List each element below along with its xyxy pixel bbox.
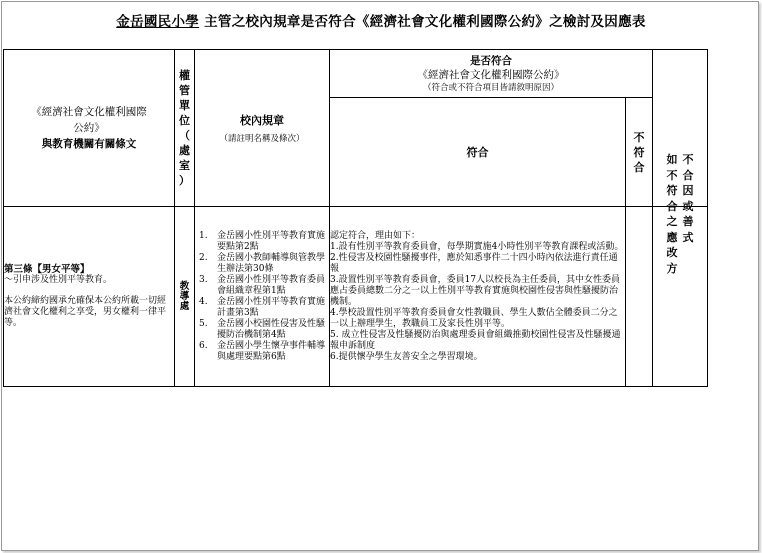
improvement-cell (653, 207, 708, 387)
unit-char: 處 (179, 300, 190, 312)
item-number: 2. (199, 253, 208, 263)
header-article (4, 50, 175, 207)
improve-char: 如 (666, 153, 678, 166)
item-number: 1. (199, 231, 208, 241)
conform-reason: 3.設置性別平等教育委員會，委員17人以校長為主任委員，其中女性委員應占委員總數二分之一以上性別平等教育實施與校園性侵害與性騷擾防治機制。 (330, 274, 621, 307)
header-article-line3: 與教育機關有關條文 (41, 138, 137, 150)
list-item (195, 275, 327, 297)
article-heading: 第三條【男女平等】 (4, 264, 90, 275)
article-cell (4, 207, 175, 387)
list-item (195, 341, 327, 363)
authority-char: 位 (179, 114, 190, 127)
school-name: 金岳國民小學 (116, 14, 200, 30)
conform-reason: 6.提供懷孕學生友善安全之學習環境。 (330, 351, 483, 362)
item-text: 金岳國小性別平等教育實施計畫第3點 (217, 297, 326, 318)
list-item (195, 231, 327, 253)
conform-cell (330, 207, 626, 387)
authority-char: 處 (179, 144, 190, 157)
item-text: 金岳國小教師輔導與管教學生辦法第30條 (217, 253, 326, 274)
header-rules-title: 校內規章 (240, 114, 284, 127)
not-conform-char: 符 (633, 145, 645, 159)
improve-column-1 (666, 152, 678, 276)
not-conform-char: 不 (633, 130, 645, 144)
conform-reason: 5. 成立性侵害及性騷擾防治與處理委員會組織推動校園性侵害及性騷擾通報申訴制度 (330, 329, 621, 351)
header-article-line2: 公約》 (73, 122, 105, 134)
improve-char: 方 (666, 261, 678, 275)
improve-char: 符 (666, 184, 678, 197)
header-conformity-line1: 是否符合 (470, 54, 512, 67)
header-rules-note: （請註明名稱及條次） (219, 134, 305, 144)
conform-reason: 2.性侵害及校園性騷擾事件，應於知悉事件二十四小時內依法進行責任通報 (330, 252, 618, 274)
review-table (3, 49, 708, 387)
header-conform: 符合 (330, 98, 626, 207)
header-authority (175, 50, 195, 207)
item-text: 金岳國小性別平等教育實施要點第2點 (217, 231, 326, 252)
not-conform-cell (626, 207, 653, 387)
header-not-conform (626, 98, 653, 207)
table-row (4, 207, 708, 387)
improve-char: 改 (666, 246, 678, 259)
improve-char: 因 (682, 184, 694, 197)
improve-char: 不 (682, 153, 694, 166)
conform-reason: 1.設有性別平等教育委員會，每學期實施4小時性別平等教育課程或活動。 (330, 241, 624, 252)
authority-char: 單 (179, 99, 190, 112)
article-text: 本公約締約國承允確保本公約所載一切經濟社會文化權利之享受，男女權利一律平等。 (4, 296, 167, 328)
improve-char: 合 (666, 199, 678, 213)
authority-char: ） (179, 174, 190, 187)
item-number: 5. (199, 319, 208, 329)
unit-char: 導 (179, 290, 190, 302)
unit-char: 教 (179, 280, 190, 292)
improve-char: 善 (682, 215, 694, 228)
list-item (195, 319, 327, 341)
title-text: 主管之校內規章是否符合《經濟社會文化權利國際公約》之檢討及因應表 (199, 14, 646, 30)
header-conformity-line2: 《經濟社會文化權利國際公約》 (417, 68, 565, 81)
improve-char: 不 (666, 168, 678, 182)
unit-cell (175, 207, 195, 387)
page-title (0, 10, 762, 30)
list-item (195, 297, 327, 319)
authority-char: （ (179, 129, 190, 142)
conform-reason: 4.學校設置性別平等教育委員會女性教職員、學生人數佔全體委員二分之一以上辦理學生，教職員工及家長性別平等。 (330, 307, 618, 329)
improve-column-2 (682, 152, 694, 245)
header-conformity-note: （符合或不符合項目皆請敘明原因） (422, 82, 559, 93)
item-number: 4. (199, 297, 208, 307)
item-text: 金岳國小性別平等教育委員會組織章程第1點 (217, 275, 326, 296)
improve-char: 合 (682, 168, 694, 182)
item-text: 金岳國小校園性侵害及性騷擾防治機制第4點 (217, 319, 326, 340)
improve-char: 之 (666, 215, 678, 228)
header-article-line1: 《經濟社會文化權利國際 (31, 106, 147, 118)
conform-reason: 認定符合，理由如下： (330, 230, 421, 241)
improve-char: 式 (682, 230, 694, 244)
item-number: 3. (199, 275, 208, 285)
improve-char: 應 (666, 230, 678, 244)
article-subtitle: ～引申涉及性別平等教育。 (4, 275, 113, 285)
header-improvement (653, 50, 708, 275)
header-row-1 (4, 50, 708, 98)
authority-char: 室 (179, 159, 190, 172)
improve-char: 或 (682, 199, 694, 213)
authority-char: 權 (179, 69, 190, 82)
authority-char: 管 (179, 84, 190, 97)
not-conform-char: 合 (633, 160, 645, 174)
header-conformity (330, 50, 653, 98)
item-text: 金岳國小學生懷孕事件輔導與處理要點第6點 (217, 341, 326, 362)
regulation-list (195, 230, 329, 363)
item-number: 6. (199, 341, 208, 351)
list-item (195, 253, 327, 275)
header-rules (195, 50, 330, 207)
regulations-cell (195, 207, 330, 387)
